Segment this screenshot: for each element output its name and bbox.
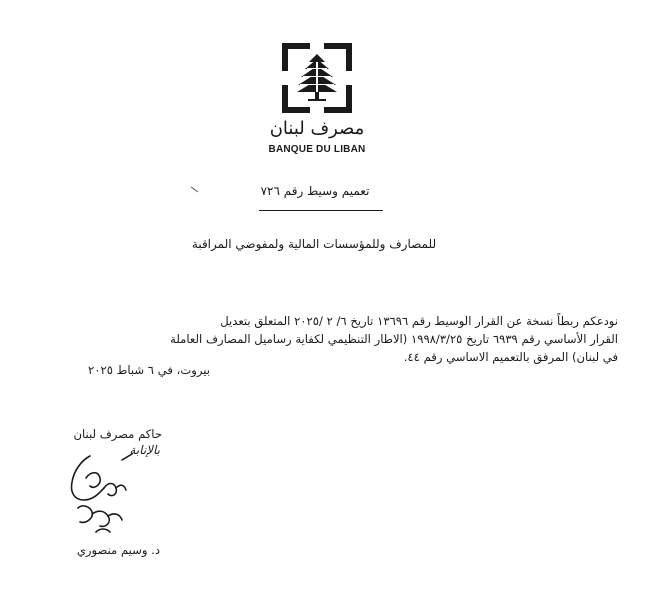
bank-name-arabic: مصرف لبنان: [269, 118, 365, 139]
circular-title: تعميم وسيط رقم ٧٢٦: [260, 184, 370, 198]
title-underline: [259, 210, 383, 211]
acting-note: بالإنابة: [129, 443, 160, 457]
body-text-line: في لبنان) المرفق بالتعميم الاساسي رقم ٤٤.: [403, 350, 618, 364]
body-text-line: نودعكم ربطاً نسخة عن القرار الوسيط رقم ١٣٦٩٦ تاريخ ٦/ ٢ /٢٠٢٥ المتعلق بتعديل: [220, 314, 618, 328]
signatory-name: د. وسيم منصوري: [76, 543, 160, 557]
handwritten-signature: [60, 448, 140, 540]
stray-mark: [190, 186, 200, 194]
date-line: بيروت، في ٦ شباط ٢٠٢٥: [88, 363, 210, 377]
bank-name-french: BANQUE DU LIBAN: [268, 144, 366, 155]
cedar-tree-emblem-icon: [281, 42, 353, 114]
body-text-line: القرار الأساسي رقم ٦٩٣٩ تاريخ ١٩٩٨/٣/٢٥ (الاطار التنظيمي لكفاية رساميل المصارف العاملة: [170, 332, 618, 346]
recipients-line: للمصارف وللمؤسسات المالية ولمفوضي المراقبة: [191, 237, 437, 251]
signatory-title: حاكم مصرف لبنان: [73, 427, 162, 441]
